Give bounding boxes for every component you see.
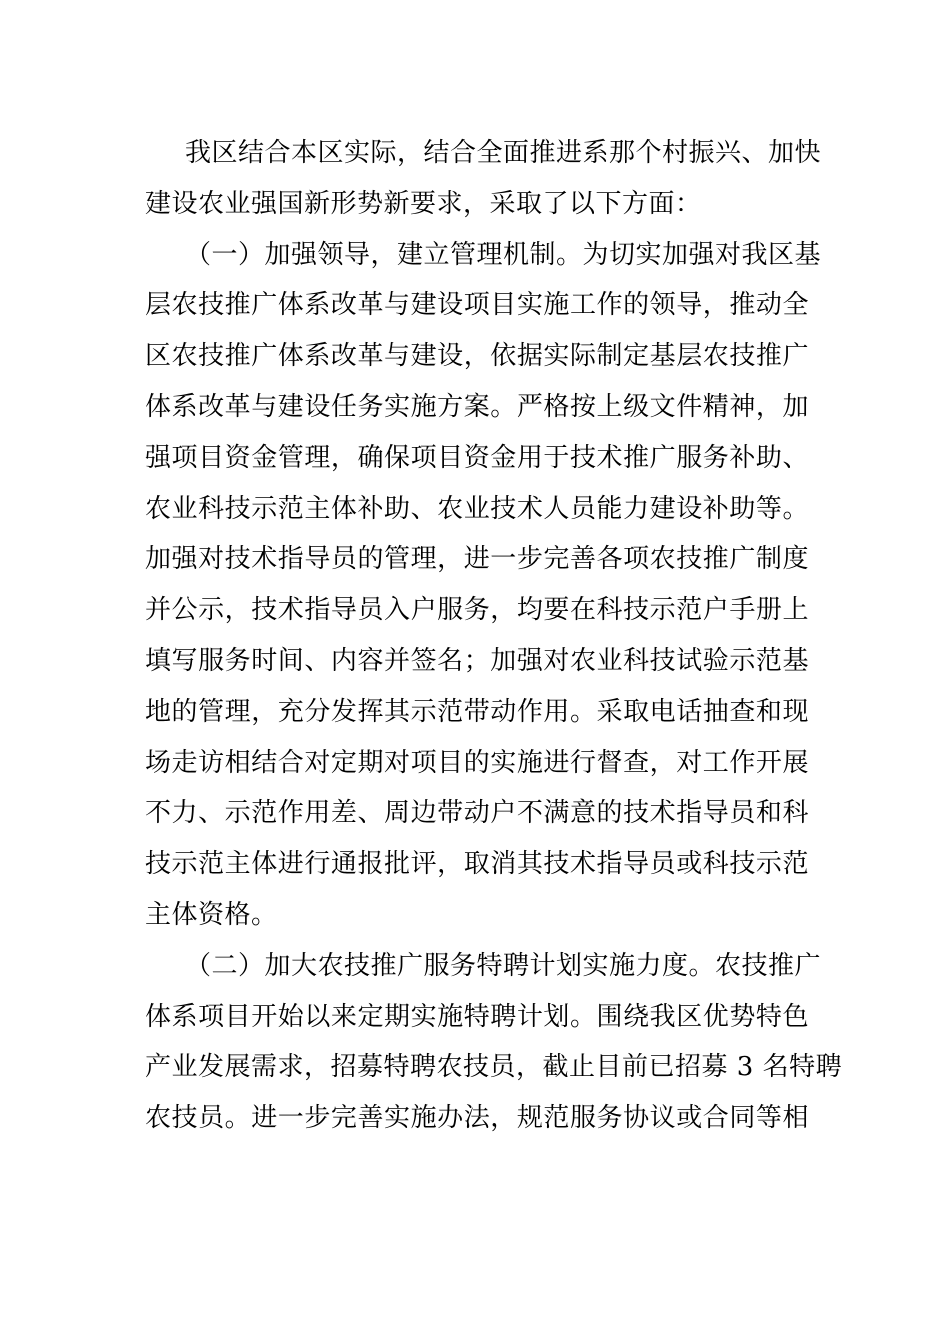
section-1-line-8: 并公示，技术指导员入户服务，均要在科技示范户手册上 bbox=[145, 595, 809, 626]
section-1-line-2: 层农技推广体系改革与建设项目实施工作的领导，推动全 bbox=[145, 290, 809, 321]
section-2-heading-line: （二）加大农技推广服务特聘计划实施力度。农技推广 bbox=[185, 950, 822, 981]
section-1-line-14: 主体资格。 bbox=[145, 899, 278, 930]
section-1-line-12: 不力、示范作用差、周边带动户不满意的技术指导员和科 bbox=[145, 798, 809, 829]
section-2-line-2: 体系项目开始以来定期实施特聘计划。围绕我区优势特色 bbox=[145, 1001, 809, 1032]
section-1-line-11: 场走访相结合对定期对项目的实施进行督查，对工作开展 bbox=[145, 747, 809, 778]
section-1-line-6: 农业科技示范主体补助、农业技术人员能力建设补助等。 bbox=[145, 493, 809, 524]
section-2-line-4: 农技员。进一步完善实施办法，规范服务协议或合同等相 bbox=[145, 1103, 809, 1134]
section-1-line-9: 填写服务时间、内容并签名；加强对农业科技试验示范基 bbox=[145, 645, 809, 676]
section-1-line-3: 区农技推广体系改革与建设，依据实际制定基层农技推广 bbox=[145, 341, 809, 372]
paragraph-1-line-2: 建设农业强国新形势新要求，采取了以下方面： bbox=[145, 188, 702, 219]
section-1-line-10: 地的管理，充分发挥其示范带动作用。采取电话抽查和现 bbox=[145, 696, 809, 727]
section-1-line-13: 技示范主体进行通报批评，取消其技术指导员或科技示范 bbox=[145, 849, 809, 880]
document-body bbox=[145, 128, 843, 1144]
section-1-line-7: 加强对技术指导员的管理，进一步完善各项农技推广制度 bbox=[145, 544, 809, 575]
section-1-line-4: 体系改革与建设任务实施方案。严格按上级文件精神，加 bbox=[145, 391, 809, 422]
section-1-line-5: 强项目资金管理，确保项目资金用于技术推广服务补助、 bbox=[145, 442, 809, 473]
section-1-heading-line: （一）加强领导，建立管理机制。为切实加强对我区基 bbox=[185, 239, 822, 270]
section-2-line-3: 产业发展需求，招募特聘农技员，截止目前已招募 3 名特聘 bbox=[145, 1052, 843, 1083]
paragraph-1-line-1: 我区结合本区实际，结合全面推进系那个村振兴、加快 bbox=[185, 138, 822, 168]
